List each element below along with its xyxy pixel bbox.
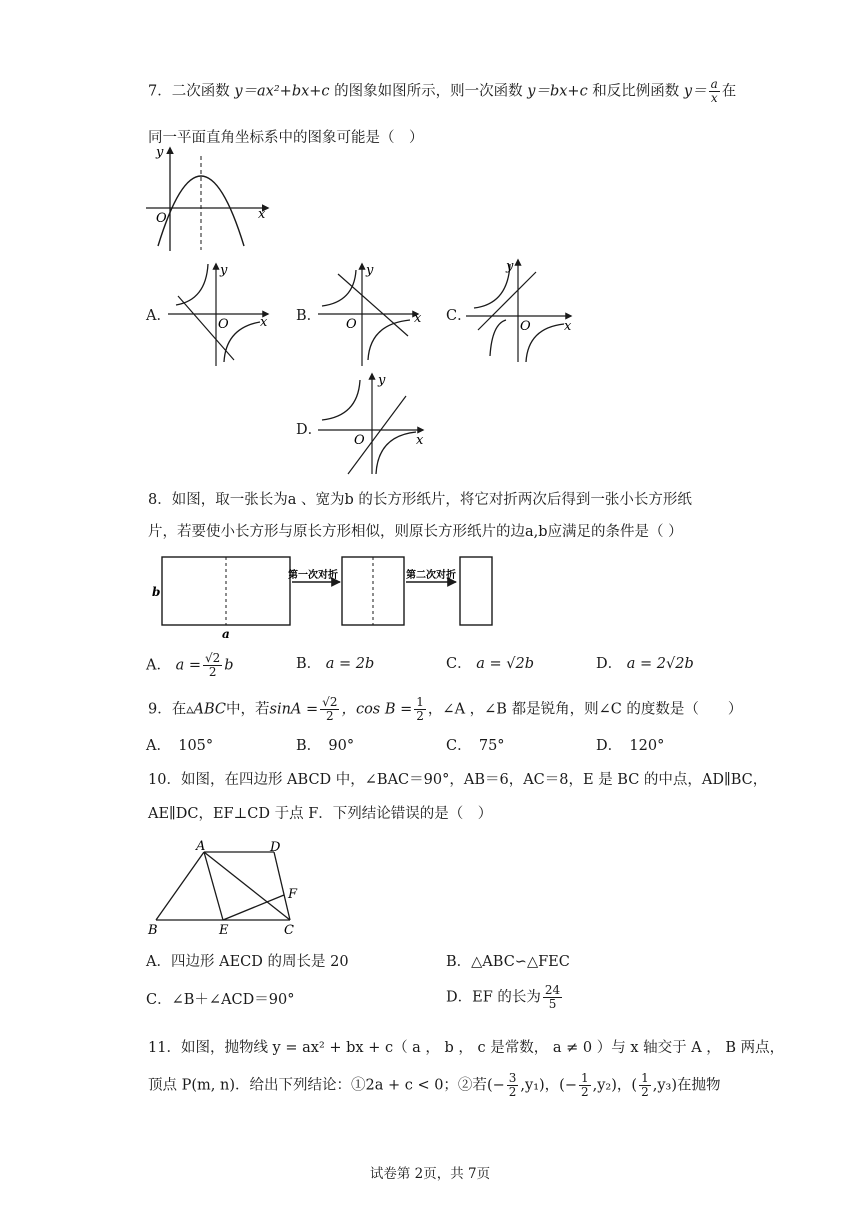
q7-option-a-label[interactable]: A． xyxy=(146,308,171,324)
svg-text:D: D xyxy=(270,840,281,855)
svg-text:E: E xyxy=(219,923,229,938)
svg-text:x: x xyxy=(258,207,266,222)
svg-text:O: O xyxy=(156,211,167,226)
q10-line-1: 10．如图，在四边形 ABCD 中，∠BAC＝90°，AB＝6，AC＝8，E 是 BC 的中点，AD∥BC， xyxy=(148,772,768,788)
svg-text:O: O xyxy=(218,317,229,332)
q11-line-1: 11．如图，抛物线 y = ax² + bx + c（ a ， b ， c 是常数， a ≠ 0 ）与 x 轴交于 A ， B 两点， xyxy=(148,1040,785,1056)
q8-option-c[interactable]: C． a = √2b xyxy=(446,656,534,672)
q8-option-b[interactable]: B． a = 2b xyxy=(296,656,375,672)
q8-line-2: 片，若要使小长方形与原长方形相似，则原长方形纸片的边a,b应满足的条件是（ ） xyxy=(148,524,683,540)
q8-line-1: 8．如图，取一张长为a 、宽为b 的长方形纸片，将它对折两次后得到一张小长方形纸 xyxy=(148,492,692,508)
svg-text:O: O xyxy=(520,319,531,334)
q11-line-2: 顶点 P(m, n)．给出下列结论：①2a + c < 0；②若(− $\frac{3}{2}$ ,y₁)，(− $\frac{1}{2}$ ,y₂)，( $\frac{1}{2}$ ,y₃)在抛物 xyxy=(148,1071,721,1099)
q10-option-a[interactable]: A．四边形 AECD 的周长是 20 xyxy=(146,954,349,970)
svg-text:x: x xyxy=(564,319,572,334)
q9-option-b[interactable]: B． 90° xyxy=(296,738,355,754)
svg-text:y: y xyxy=(156,145,164,160)
q8-folding-figure xyxy=(150,552,510,642)
q7-option-c-graph xyxy=(466,258,581,363)
svg-text:y: y xyxy=(506,259,514,274)
q7-option-b-label[interactable]: B． xyxy=(296,308,322,324)
q8-option-d[interactable]: D． a = 2√2b xyxy=(596,656,694,672)
q7-option-a-graph xyxy=(168,262,278,367)
q9-option-a[interactable]: A． 105° xyxy=(146,738,214,754)
q10-quadrilateral-figure xyxy=(146,838,316,938)
q7-option-d-graph xyxy=(318,372,433,477)
svg-text:第二次对折: 第二次对折 xyxy=(406,570,456,581)
q9-option-d[interactable]: D． 120° xyxy=(596,738,665,754)
q9-option-c[interactable]: C． 75° xyxy=(446,738,505,754)
q7-line-1: 7．二次函数 y＝ax²+bx+c 的图象如图所示，则一次函数 y＝bx+c 和反比例函数 y＝ $\frac{a}{x}$ 在 xyxy=(148,77,737,105)
svg-text:C: C xyxy=(284,923,294,938)
svg-text:b: b xyxy=(152,585,161,599)
q7-option-d-label[interactable]: D． xyxy=(296,422,323,438)
svg-text:O: O xyxy=(346,317,357,332)
q7-option-b-graph xyxy=(318,262,428,367)
q9-question: 9．在▵ABC中，若sinA = $\frac{√2}{2}$ ，cos B = $\frac{1}{2}$ ，∠A ，∠B 都是锐角，则∠C 的度数是（ ） xyxy=(148,695,743,723)
q8-option-a[interactable]: A． a = $\frac{√2}{2}$ b xyxy=(146,651,234,679)
svg-text:x: x xyxy=(260,315,268,330)
svg-text:y: y xyxy=(220,263,228,278)
q7-line-2: 同一平面直角坐标系中的图象可能是（ ） xyxy=(148,130,424,146)
svg-text:A: A xyxy=(196,839,206,854)
svg-text:y: y xyxy=(378,373,386,388)
svg-text:O: O xyxy=(354,433,365,448)
svg-text:x: x xyxy=(414,311,422,326)
page-footer: 试卷第 2页，共 7页 xyxy=(369,1166,491,1182)
svg-text:F: F xyxy=(288,887,298,902)
q7-option-c-label[interactable]: C． xyxy=(446,308,472,324)
q10-option-c[interactable]: C．∠B＋∠ACD＝90° xyxy=(146,992,295,1008)
q10-line-2: AE∥DC，EF⊥CD 于点 F．下列结论错误的是（ ） xyxy=(148,806,493,822)
q7-parabola-graph xyxy=(146,146,276,256)
svg-text:B: B xyxy=(148,923,158,938)
svg-text:第一次对折: 第一次对折 xyxy=(288,570,338,581)
svg-text:x: x xyxy=(416,433,424,448)
svg-text:a: a xyxy=(222,627,230,641)
q10-option-d[interactable]: D．EF 的长为 $\frac{24}{5}$ xyxy=(446,983,561,1011)
q10-option-b[interactable]: B．△ABC∽△FEC xyxy=(446,954,570,970)
svg-text:y: y xyxy=(366,263,374,278)
